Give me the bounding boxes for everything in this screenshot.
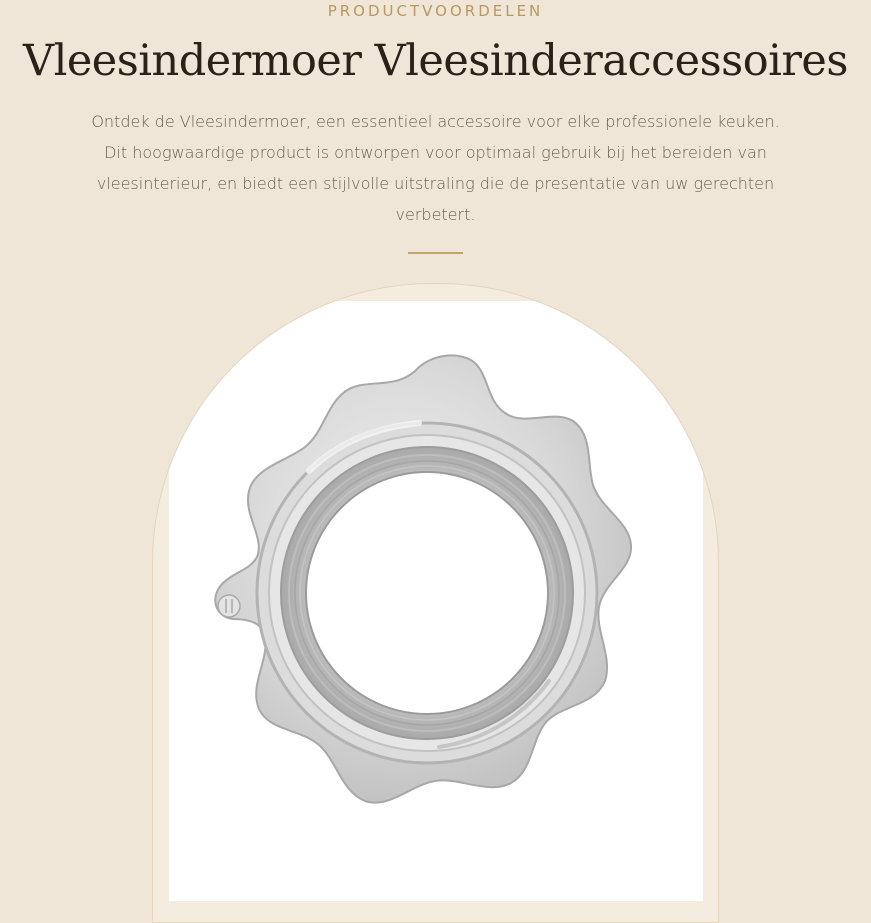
nut-tab-mark — [218, 595, 240, 617]
product-image-frame — [152, 283, 719, 923]
divider — [408, 252, 463, 254]
ring-nut-illustration — [169, 301, 703, 901]
section-eyebrow: PRODUCTVOORDELEN — [327, 2, 544, 20]
product-image — [169, 301, 703, 901]
nut-center-hole — [306, 472, 548, 714]
section-title: Vleesindermoer Vleesinderaccessoires — [23, 36, 848, 86]
section-description: Ontdek de Vleesindermoer, een essentieel accessoire voor elke professionele keuken. Dit hoogwaardige product is ontworpen voor optimaal gebruik bij het bereiden van vleesinterieur, en biedt een stijlvolle uitstraling die de presentatie van uw gerechten verbetert. — [91, 112, 780, 224]
